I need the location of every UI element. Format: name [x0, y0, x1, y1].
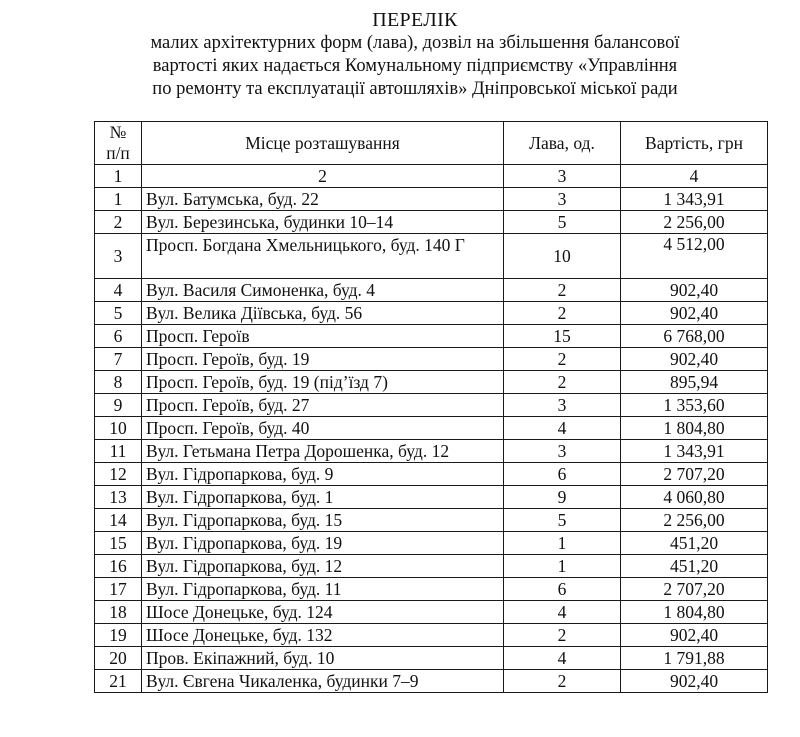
row-cost: 1 343,91 — [621, 188, 768, 211]
row-count: 2 — [504, 670, 621, 693]
row-location: Вул. Гідропаркова, буд. 11 — [142, 578, 504, 601]
header-count: Лава, од. — [504, 122, 621, 165]
row-number: 8 — [95, 371, 142, 394]
table-row — [95, 578, 768, 601]
row-count: 2 — [504, 371, 621, 394]
row-count: 4 — [504, 417, 621, 440]
row-count: 1 — [504, 532, 621, 555]
row-cost: 902,40 — [621, 302, 768, 325]
row-location: Шосе Донецьке, буд. 132 — [142, 624, 504, 647]
row-number: 21 — [95, 670, 142, 693]
row-cost: 902,40 — [621, 348, 768, 371]
table-row — [95, 624, 768, 647]
row-count: 3 — [504, 440, 621, 463]
table-row — [95, 188, 768, 211]
row-location: Вул. Велика Діївська, буд. 56 — [142, 302, 504, 325]
document-subtitle-line-3: по ремонту та експлуатації автошляхів» Дніпровської міської ради — [152, 79, 678, 99]
table-row — [95, 371, 768, 394]
table-row — [95, 647, 768, 670]
row-count: 5 — [504, 509, 621, 532]
column-number-4: 4 — [621, 165, 768, 188]
row-cost: 2 256,00 — [621, 211, 768, 234]
row-location: Вул. Гідропаркова, буд. 19 — [142, 532, 504, 555]
row-cost: 451,20 — [621, 532, 768, 555]
row-number: 17 — [95, 578, 142, 601]
row-location: Просп. Героїв, буд. 27 — [142, 394, 504, 417]
row-cost: 895,94 — [621, 371, 768, 394]
row-number: 2 — [95, 211, 142, 234]
header-number — [95, 122, 142, 165]
header-cost: Вартість, грн — [621, 122, 768, 165]
row-location: Просп. Богдана Хмельницького, буд. 140 Г — [142, 234, 504, 279]
row-number: 15 — [95, 532, 142, 555]
document-subtitle-line-1: малих архітектурних форм (лава), дозвіл на збільшення балансової — [150, 33, 680, 53]
row-number: 13 — [95, 486, 142, 509]
row-number: 5 — [95, 302, 142, 325]
row-cost: 4 060,80 — [621, 486, 768, 509]
row-location: Вул. Гідропаркова, буд. 1 — [142, 486, 504, 509]
row-cost: 451,20 — [621, 555, 768, 578]
row-location: Просп. Героїв, буд. 40 — [142, 417, 504, 440]
row-count: 2 — [504, 348, 621, 371]
header-number-line-2: п/п — [106, 143, 130, 163]
row-number: 3 — [95, 234, 142, 279]
row-location: Шосе Донецьке, буд. 124 — [142, 601, 504, 624]
row-cost: 1 804,80 — [621, 417, 768, 440]
row-cost: 2 707,20 — [621, 463, 768, 486]
header-location: Місце розташування — [142, 122, 504, 165]
row-count: 6 — [504, 578, 621, 601]
table-row — [95, 302, 768, 325]
row-number: 14 — [95, 509, 142, 532]
table-row — [95, 509, 768, 532]
row-number: 12 — [95, 463, 142, 486]
table-row — [95, 532, 768, 555]
row-number: 10 — [95, 417, 142, 440]
row-location: Вул. Євгена Чикаленка, будинки 7–9 — [142, 670, 504, 693]
table-row — [95, 463, 768, 486]
document-title: ПЕРЕЛІК — [372, 9, 458, 31]
row-count: 3 — [504, 394, 621, 417]
row-count: 10 — [504, 234, 621, 279]
row-location: Вул. Гідропаркова, буд. 9 — [142, 463, 504, 486]
column-numbers-row — [95, 165, 768, 188]
table-body — [95, 188, 768, 693]
row-cost: 4 512,00 — [621, 234, 768, 279]
row-number: 1 — [95, 188, 142, 211]
header-number-line-1: № — [109, 122, 127, 142]
table-row — [95, 417, 768, 440]
row-count: 5 — [504, 211, 621, 234]
row-number: 4 — [95, 279, 142, 302]
row-number: 20 — [95, 647, 142, 670]
table-row — [95, 211, 768, 234]
row-cost: 1 343,91 — [621, 440, 768, 463]
row-location: Вул. Гідропаркова, буд. 12 — [142, 555, 504, 578]
row-location: Просп. Героїв, буд. 19 — [142, 348, 504, 371]
row-cost: 902,40 — [621, 279, 768, 302]
table-row — [95, 555, 768, 578]
row-count: 2 — [504, 302, 621, 325]
table-row — [95, 670, 768, 693]
table-row — [95, 348, 768, 371]
document-heading — [0, 8, 800, 101]
table-header-row — [95, 122, 768, 165]
row-cost: 6 768,00 — [621, 325, 768, 348]
row-cost: 1 353,60 — [621, 394, 768, 417]
table-row — [95, 234, 768, 279]
row-count: 3 — [504, 188, 621, 211]
row-location: Вул. Березинська, будинки 10–14 — [142, 211, 504, 234]
row-count: 4 — [504, 601, 621, 624]
table-row — [95, 394, 768, 417]
row-cost: 2 707,20 — [621, 578, 768, 601]
row-location: Просп. Героїв — [142, 325, 504, 348]
benches-table — [94, 121, 768, 693]
row-location: Вул. Гідропаркова, буд. 15 — [142, 509, 504, 532]
row-number: 7 — [95, 348, 142, 371]
row-count: 1 — [504, 555, 621, 578]
row-location: Просп. Героїв, буд. 19 (під’їзд 7) — [142, 371, 504, 394]
row-cost: 2 256,00 — [621, 509, 768, 532]
row-number: 16 — [95, 555, 142, 578]
row-count: 6 — [504, 463, 621, 486]
table-row — [95, 325, 768, 348]
column-number-3: 3 — [504, 165, 621, 188]
column-number-1: 1 — [95, 165, 142, 188]
row-count: 2 — [504, 279, 621, 302]
row-number: 18 — [95, 601, 142, 624]
row-location: Вул. Гетьмана Петра Дорошенка, буд. 12 — [142, 440, 504, 463]
row-cost: 1 791,88 — [621, 647, 768, 670]
column-number-2: 2 — [142, 165, 504, 188]
row-number: 6 — [95, 325, 142, 348]
table-row — [95, 601, 768, 624]
row-count: 2 — [504, 624, 621, 647]
row-count: 9 — [504, 486, 621, 509]
row-cost: 902,40 — [621, 624, 768, 647]
document-subtitle-line-2: вартості яких надається Комунальному підприємству «Управління — [152, 56, 678, 76]
row-location: Вул. Батумська, буд. 22 — [142, 188, 504, 211]
row-number: 11 — [95, 440, 142, 463]
table-row — [95, 279, 768, 302]
row-cost: 902,40 — [621, 670, 768, 693]
row-location: Пров. Екіпажний, буд. 10 — [142, 647, 504, 670]
row-cost: 1 804,80 — [621, 601, 768, 624]
row-location: Вул. Василя Симоненка, буд. 4 — [142, 279, 504, 302]
table-row — [95, 486, 768, 509]
row-number: 19 — [95, 624, 142, 647]
row-number: 9 — [95, 394, 142, 417]
row-count: 4 — [504, 647, 621, 670]
row-count: 15 — [504, 325, 621, 348]
table-row — [95, 440, 768, 463]
